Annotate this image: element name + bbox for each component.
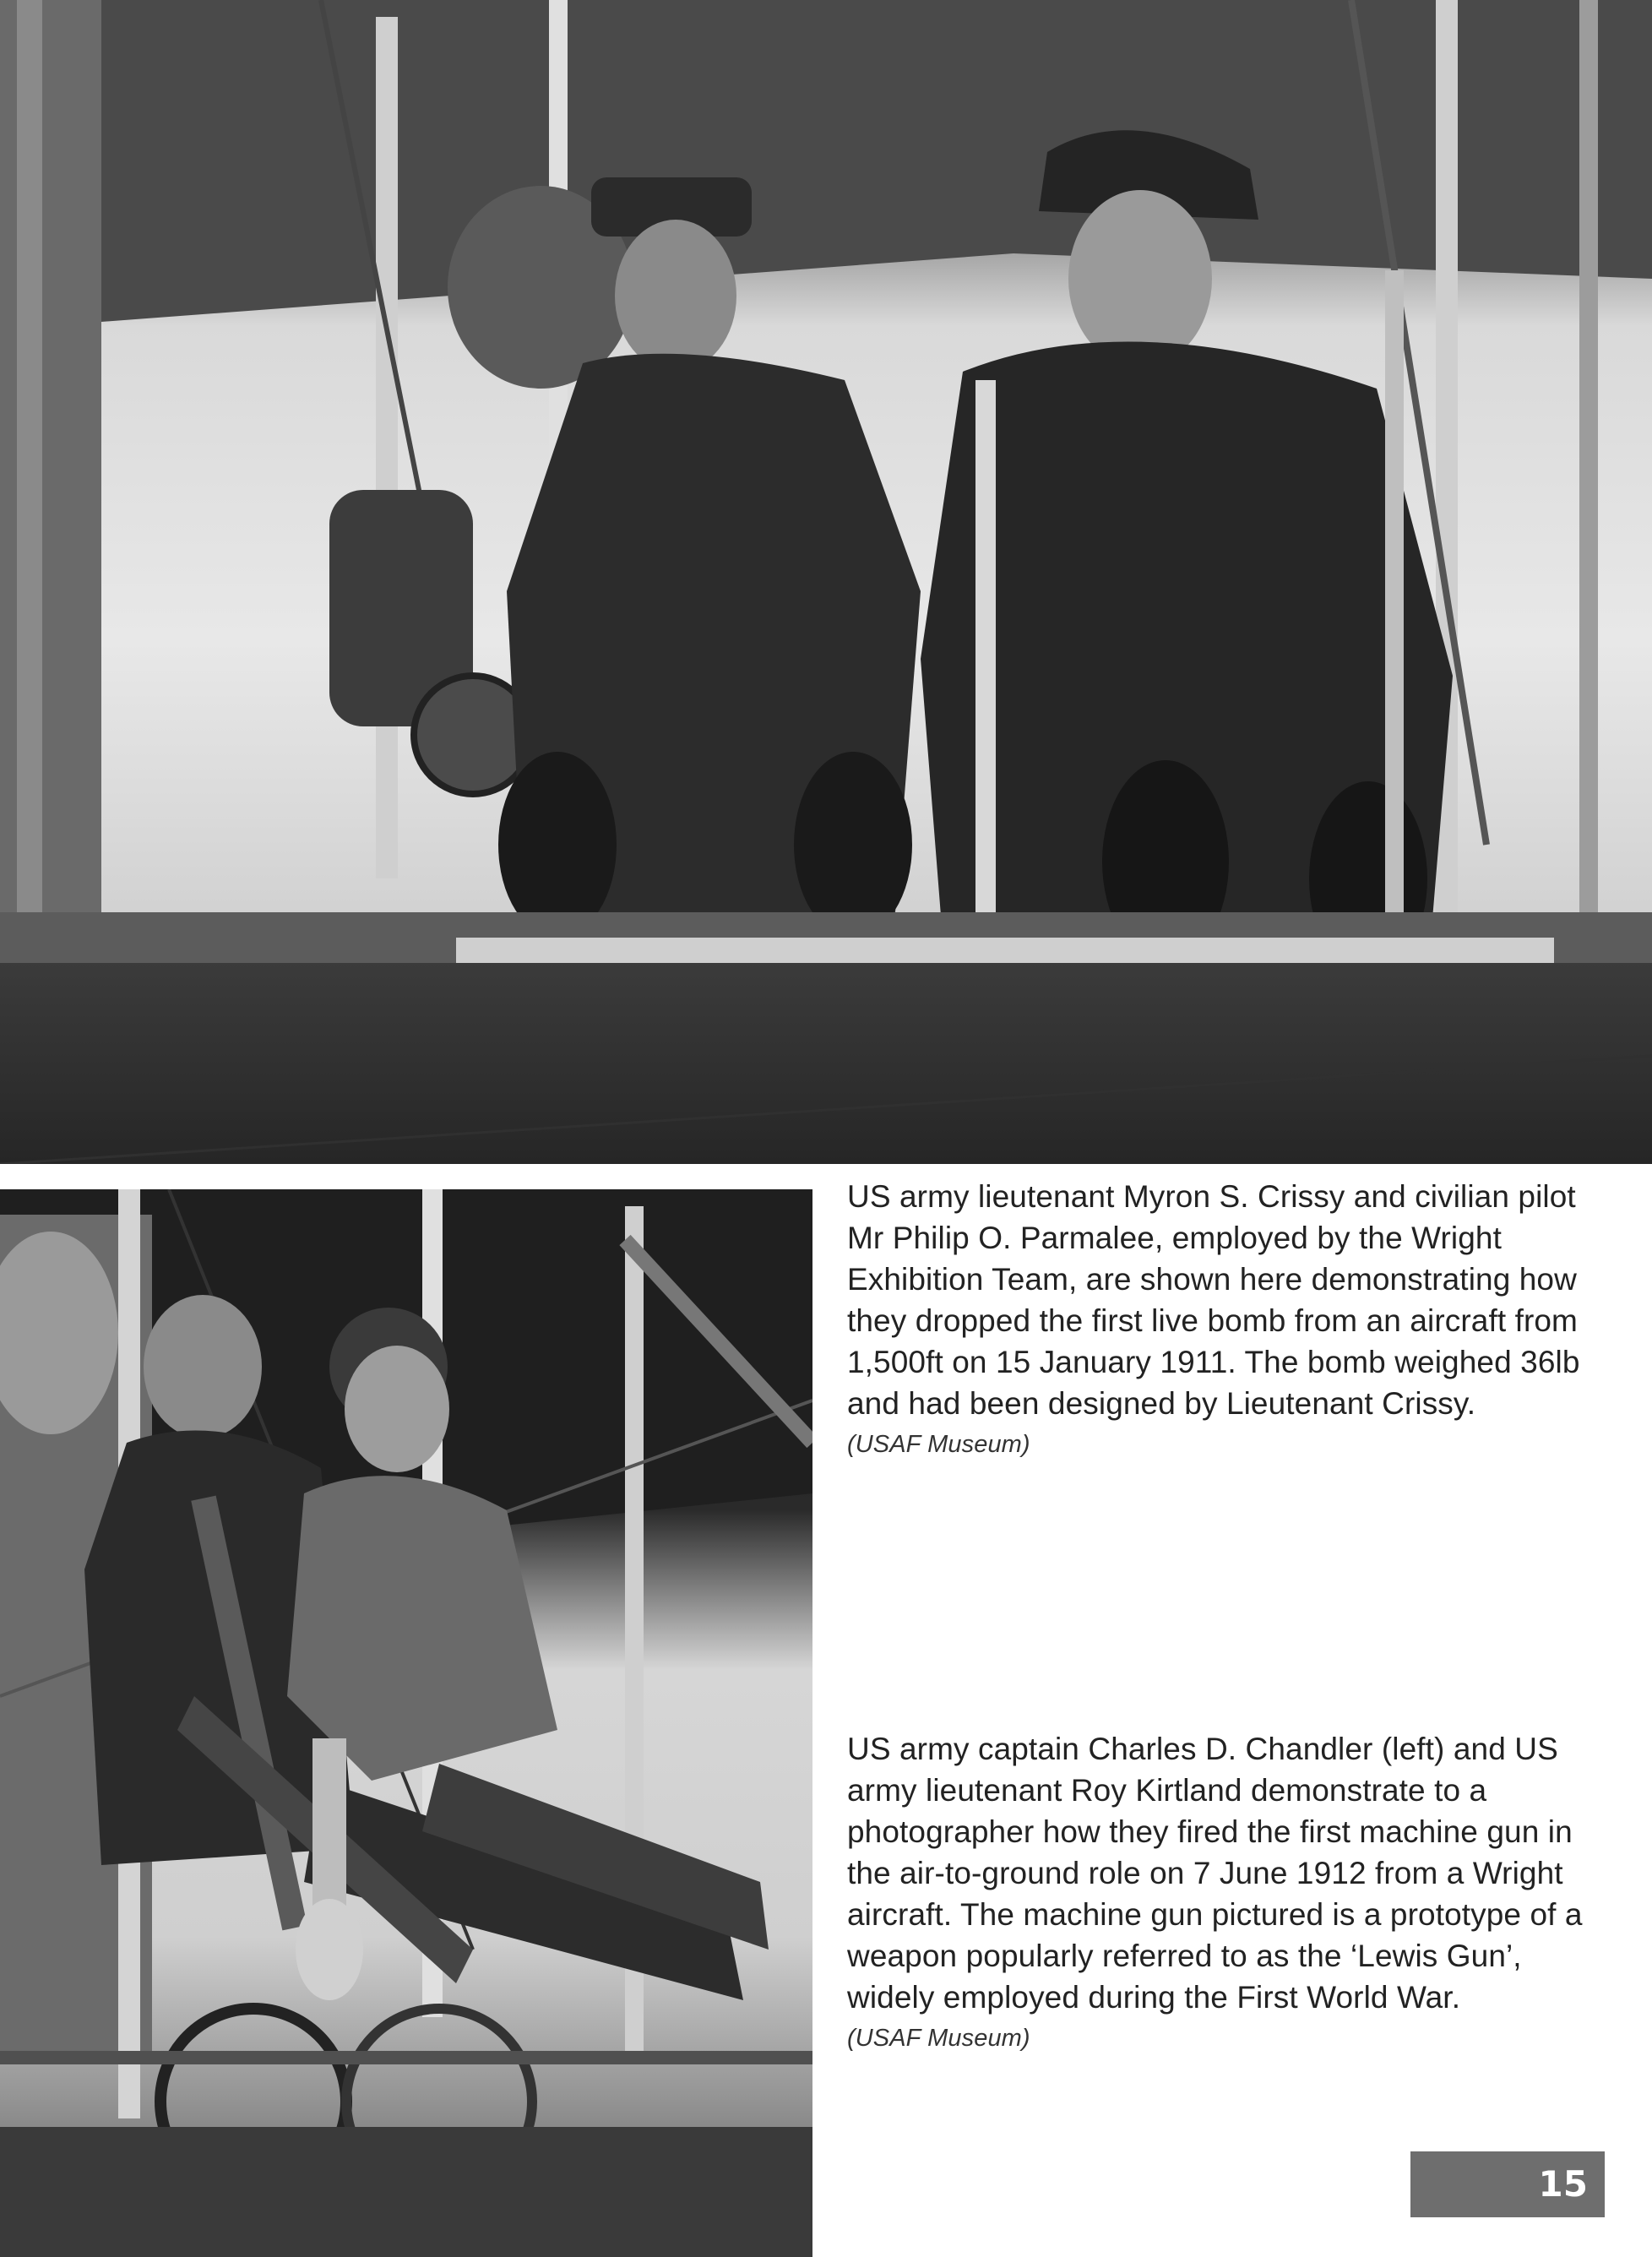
caption-credit: (USAF Museum) [847,2025,1030,2052]
caption-chandler-kirtland [847,1728,1607,2055]
page-number-tab [1410,2151,1605,2217]
photo-chandler-kirtland-image [0,1189,812,2257]
caption-text: US army captain Charles D. Chandler (left) and US army lieutenant Roy Kirtland demonstrate to a photographer how they fired the first machine gun in the air-to-ground role on 7 June 1912 from a Wright aircraft. The machine gun pictured is a prototype of a weapon popularly referred to as the ‘Lewis Gun’, widely employed during the First World War. [847,1732,1583,2015]
caption-text: US army lieutenant Myron S. Crissy and civilian pilot Mr Philip O. Parmalee, employed by the Wright Exhibition Team, are shown here demonstrating how they dropped the first live bomb from an aircraft from 1,500ft on 15 January 1911. The bomb weighed 36lb and had been designed by Lieutenant Crissy. [847,1179,1580,1421]
caption-crissy-parmalee [847,1176,1607,1461]
caption-credit: (USAF Museum) [847,1431,1030,1458]
photo-chandler-kirtland [0,1189,812,2257]
page-number: 15 [1538,2163,1588,2205]
